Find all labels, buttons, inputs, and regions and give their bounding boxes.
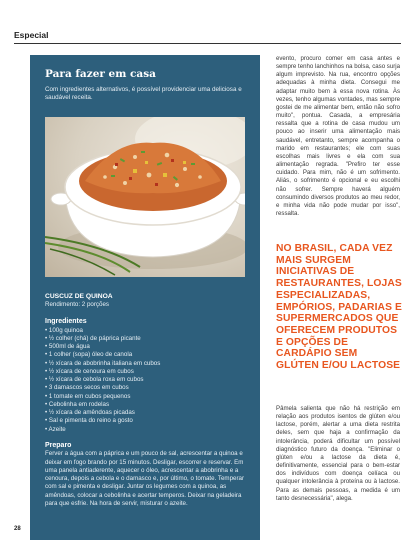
ingredients-list: [45, 327, 250, 434]
preparation-heading: Preparo: [45, 441, 72, 449]
ingredient-item: • ½ xícara de cenoura em cubos: [45, 368, 250, 376]
pull-quote: NO BRASIL, CADA VEZ MAIS SURGEM INICIATIVAS DE RESTAURANTES, LOJAS ESPECIALIZADAS, EMPÓRIOS, PADARIAS E SUPERMERCADOS QUE OFERECEM PRODUTOS E OPÇÕES DE CARDÁPIO SEM GLÚTEN E/OU LACTOSE: [276, 243, 402, 372]
recipe: [45, 293, 250, 508]
article-paragraph-top: evento, procuro comer em casa antes e sempre tenho lanchinhos na bolsa, caso surja algum imprevisto. Na rua, encontro opções adequadas à minha dieta. Consegui me adaptar muito bem à essa nova rotina. Às vezes, tenho algumas vontades, mas sempre gostei de me alimentar bem, então não sofro muito", pontua. Casada, a empresária ressalta que a rotina de casa mudou um pouco ao inserir uma alimentação mais saudável, entretanto, sempre acompanha o marido em restaurantes; ele com suas escolhas mais livres e ela com sua alimentação regrada. "Prefiro ter esse cuidado. Para mim, não é um sofrimento. Aliás, o sofrimento é opcional e eu escolhi não sofrer. Sempre haverá alguém consumindo diversos produtos ao meu redor, e minha vida não pode mudar por isso", ressalta.: [276, 55, 400, 217]
recipe-sidebar: [30, 55, 260, 540]
ingredient-item: • Cebolinha em rodelas: [45, 401, 250, 409]
header-rule: [14, 43, 401, 44]
ingredient-item: • Azeite: [45, 426, 250, 434]
couscous-bowl-illustration: [45, 117, 245, 277]
ingredient-item: • 500ml de água: [45, 343, 250, 351]
ingredient-item: • ½ colher (chá) de páprica picante: [45, 335, 250, 343]
sidebar-title: Para fazer em casa: [45, 68, 156, 80]
sidebar-intro: Com ingredientes alternativos, é possível providenciar uma deliciosa e saudável receita.: [45, 86, 242, 102]
ingredient-item: • 1 colher (sopa) óleo de canola: [45, 351, 250, 359]
preparation-text: Ferver a água com a páprica e um pouco de sal, acrescentar a quinoa e deixar em fogo brando por 15 minutos. Desligar, escorrer e reservar. Em uma panela antiaderente, aquecer o óleo, acrescentar a abobrinha e a cenoura, depois a cebola e o damasco e, por último, o tomate. Temperar com sal e pimenta e desligar. Juntar os legumes com a quinoa, as amêndoas, colocar a cebolinha e acertar temperos. Deixar na geladeira para que esfrie. Na hora de servir, misturar o azeite.: [45, 450, 245, 508]
page-number: 28: [14, 526, 21, 532]
recipe-yield: Rendimento: 2 porções: [45, 301, 109, 308]
section-label: Especial: [14, 30, 49, 40]
recipe-title: CUSCUZ DE QUINOA: [45, 293, 113, 300]
ingredient-item: • ½ xícara de abobrinha italiana em cubos: [45, 360, 250, 368]
dish-photo: [45, 117, 245, 277]
ingredient-item: • ½ xícara de cebola roxa em cubos: [45, 376, 250, 384]
ingredient-item: • ½ xícara de amêndoas picadas: [45, 409, 250, 417]
ingredient-item: • Sal e pimenta do reino a gosto: [45, 417, 250, 425]
ingredients-heading: Ingredientes: [45, 318, 87, 325]
ingredient-item: • 1 tomate em cubos pequenos: [45, 393, 250, 401]
article-paragraph-bottom: Pâmela salienta que não há restrição em relação aos produtos isentos de glúten e/ou lactose, porém, alertar a uma dieta restrita deles, sem que haja a confirmação da intolerância, poderá dificultar um possível diagnóstico futuro da doença. "Eliminar o glúten e/ou a lactose da dieta é, definitivamente, essencial para o bem-estar dos indivíduos com doença celíaca ou qualquer intolerância à proteína ou à lactose. Para as demais pessoas, a medida é um tanto desnecessária", alega.: [276, 405, 400, 502]
ingredient-item: • 3 damascos secos em cubos: [45, 384, 250, 392]
ingredient-item: • 100g quinoa: [45, 327, 250, 335]
